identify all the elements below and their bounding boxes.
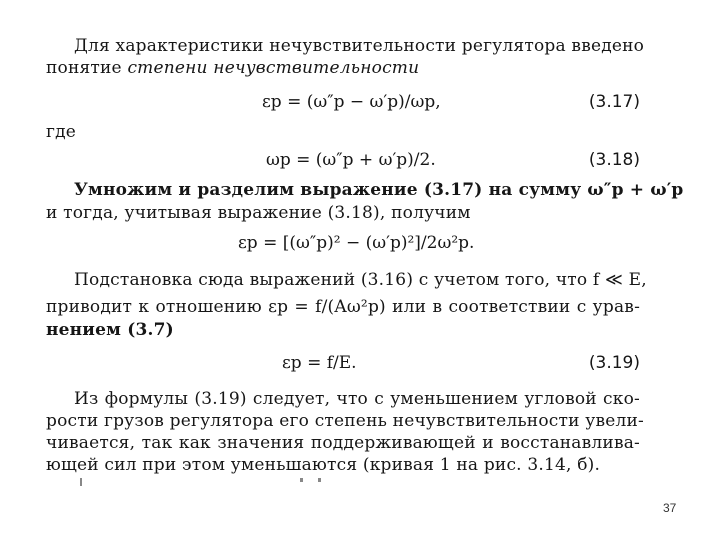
paragraph-line: Из формулы (3.19) следует, что с уменьшением угловой ско- xyxy=(74,389,640,409)
italic-term: степени нечувствительности xyxy=(127,58,420,78)
text-segment: приводит к отношению xyxy=(46,297,262,317)
equation-3-18: ωр = (ω″р + ω′р)/2. xyxy=(266,150,436,170)
equation-3-17: εр = (ω″р − ω′р)/ωр, xyxy=(262,92,441,112)
equation-number: (3.17) xyxy=(588,92,640,112)
page-number: 37 xyxy=(663,501,677,515)
scan-artifact xyxy=(80,478,82,486)
paragraph-line: рости грузов регулятора его степень нечувствительности увели- xyxy=(46,411,644,431)
paragraph-line xyxy=(46,58,640,78)
paragraph-line: чивается, так как значения поддерживающей и восстанавлива- xyxy=(46,433,640,453)
equation-number: (3.19) xyxy=(588,353,640,373)
paragraph-line: Умножим и разделим выражение (3.17) на сумму ω″р + ω′р xyxy=(74,180,684,200)
scan-artifact xyxy=(300,478,303,482)
paragraph-line: ющей сил при этом уменьшаются (кривая 1 на рис. 3.14, б). xyxy=(46,455,601,475)
paragraph-line: Для характеристики нечувствительности регулятора введено xyxy=(74,36,645,56)
paragraph-line: нением (3.7) xyxy=(46,320,174,340)
equation-substitution: εр = [(ω″р)² − (ω′р)²]/2ω²р. xyxy=(238,233,475,253)
text-segment: понятие xyxy=(46,58,122,78)
equation-3-19: εр = f/E. xyxy=(282,353,357,373)
paragraph-line: и тогда, учитывая выражение (3.18), получим xyxy=(46,203,471,223)
scan-artifact xyxy=(318,478,321,482)
text-segment: или в соответствии с урав- xyxy=(392,297,641,317)
paragraph-line: Подстановка сюда выражений (3.16) с учетом того, что f ≪ E, xyxy=(74,270,647,290)
equation-number: (3.18) xyxy=(588,150,640,170)
paragraph-line: где xyxy=(46,122,77,142)
paragraph-line xyxy=(46,297,640,317)
inline-equation: εр = f/(Aω²р) xyxy=(268,297,386,317)
